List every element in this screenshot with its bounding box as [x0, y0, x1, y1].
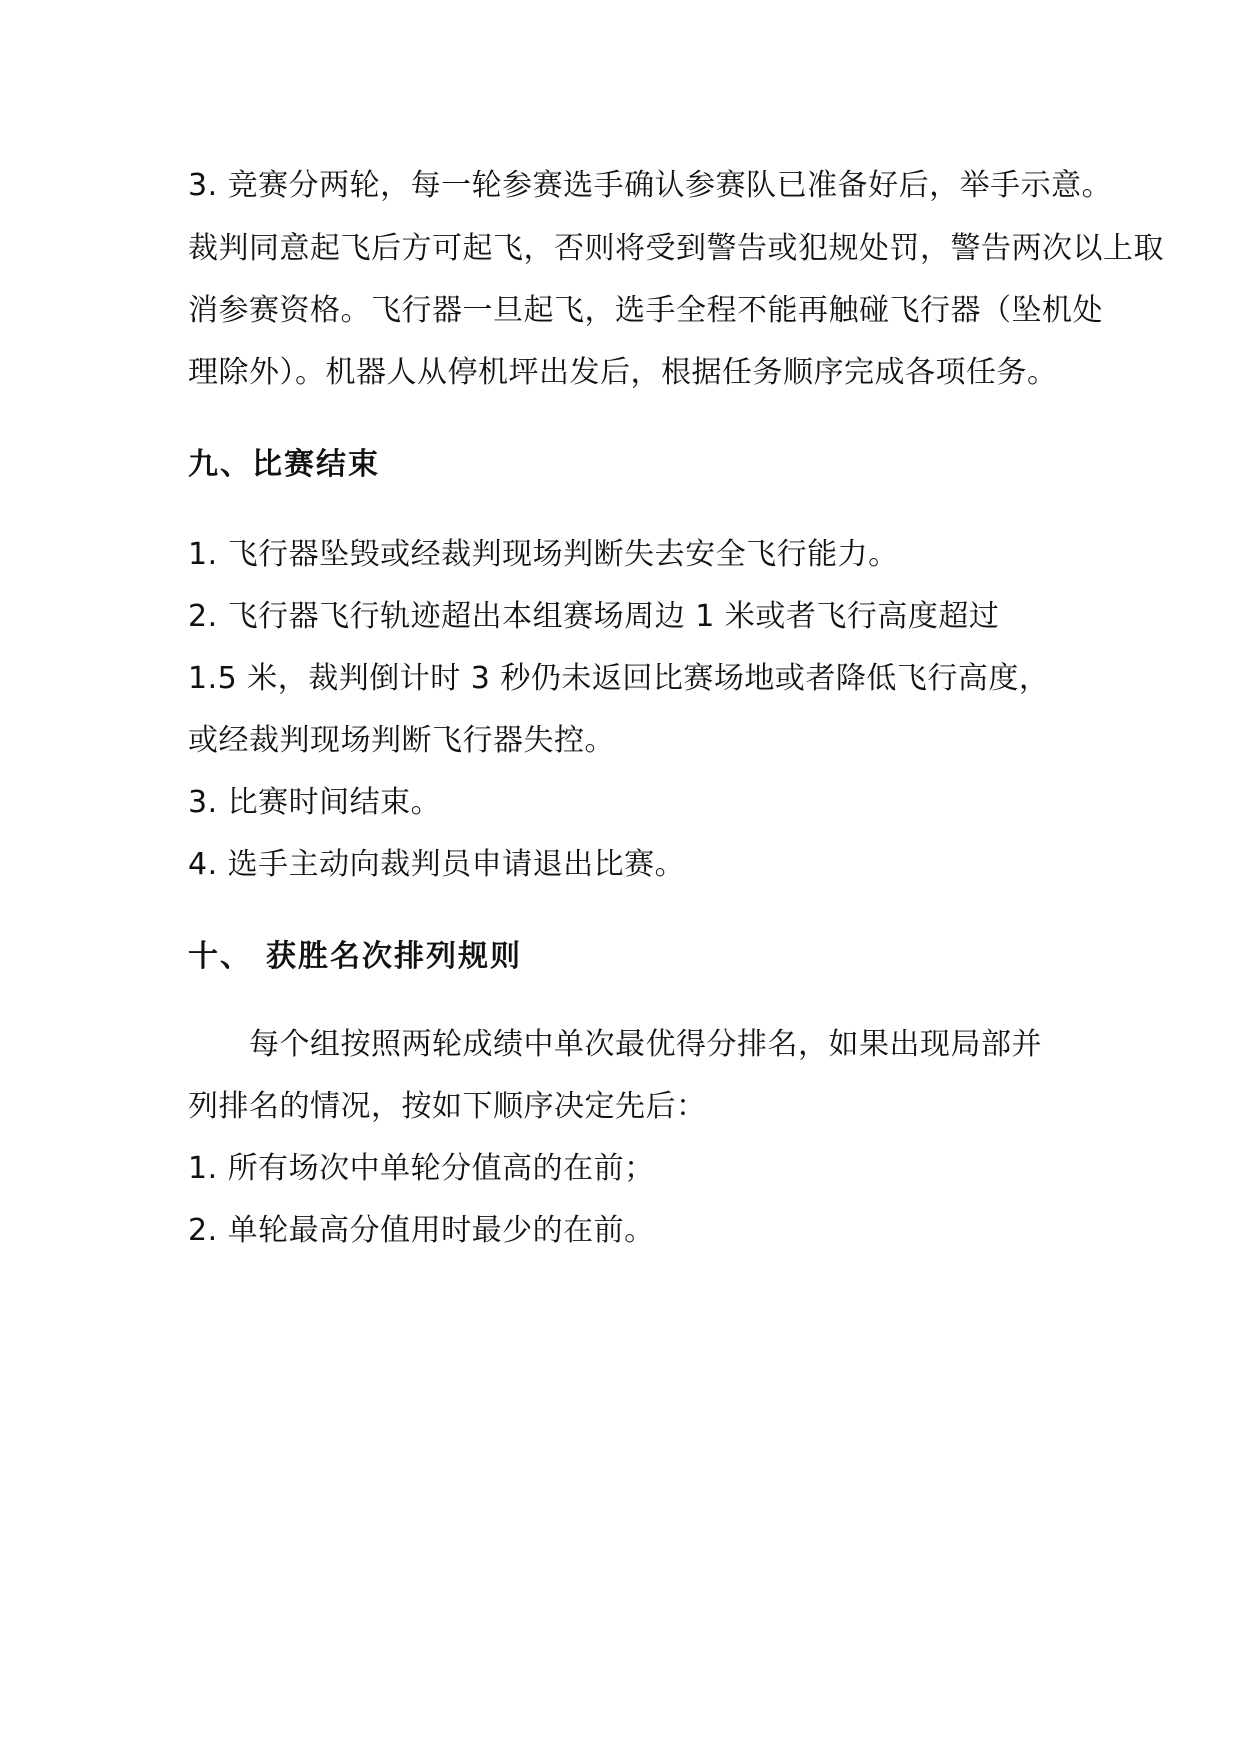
- paragraph-line: 理除外）。机器人从停机坪出发后，根据任务顺序完成各项任务。: [188, 355, 1058, 390]
- list-item: 2. 单轮最高分值用时最少的在前。: [188, 1213, 655, 1248]
- section-heading: [188, 937, 522, 977]
- list-item: 1. 所有场次中单轮分值高的在前；: [188, 1151, 655, 1186]
- list-item: 1. 飞行器坠毁或经裁判现场判断失去安全飞行能力。: [188, 537, 899, 572]
- list-item: 2. 飞行器飞行轨迹超出本组赛场周边 1 米或者飞行高度超过: [188, 599, 1000, 634]
- section-heading-number: 十、: [188, 939, 252, 974]
- list-item-continuation: 1.5 米，裁判倒计时 3 秒仍未返回比赛场地或者降低飞行高度，: [188, 661, 1050, 696]
- section-heading-title: 获胜名次排列规则: [266, 939, 522, 974]
- list-item: 3. 比赛时间结束。: [188, 785, 442, 820]
- paragraph-line: 3. 竞赛分两轮，每一轮参赛选手确认参赛队已准备好后，举手示意。: [188, 168, 1113, 203]
- paragraph-line: 每个组按照两轮成绩中单次最优得分排名，如果出现局部并: [249, 1027, 1042, 1062]
- paragraph-line: 消参赛资格。飞行器一旦起飞，选手全程不能再触碰飞行器（坠机处: [188, 293, 1103, 328]
- list-item-continuation: 或经裁判现场判断飞行器失控。: [188, 723, 615, 758]
- list-item: 4. 选手主动向裁判员申请退出比赛。: [188, 847, 686, 882]
- paragraph-line: 列排名的情况，按如下顺序决定先后：: [188, 1089, 707, 1124]
- paragraph-line: 裁判同意起飞后方可起飞，否则将受到警告或犯规处罚，警告两次以上取: [188, 231, 1164, 266]
- section-heading: 九、比赛结束: [188, 447, 380, 482]
